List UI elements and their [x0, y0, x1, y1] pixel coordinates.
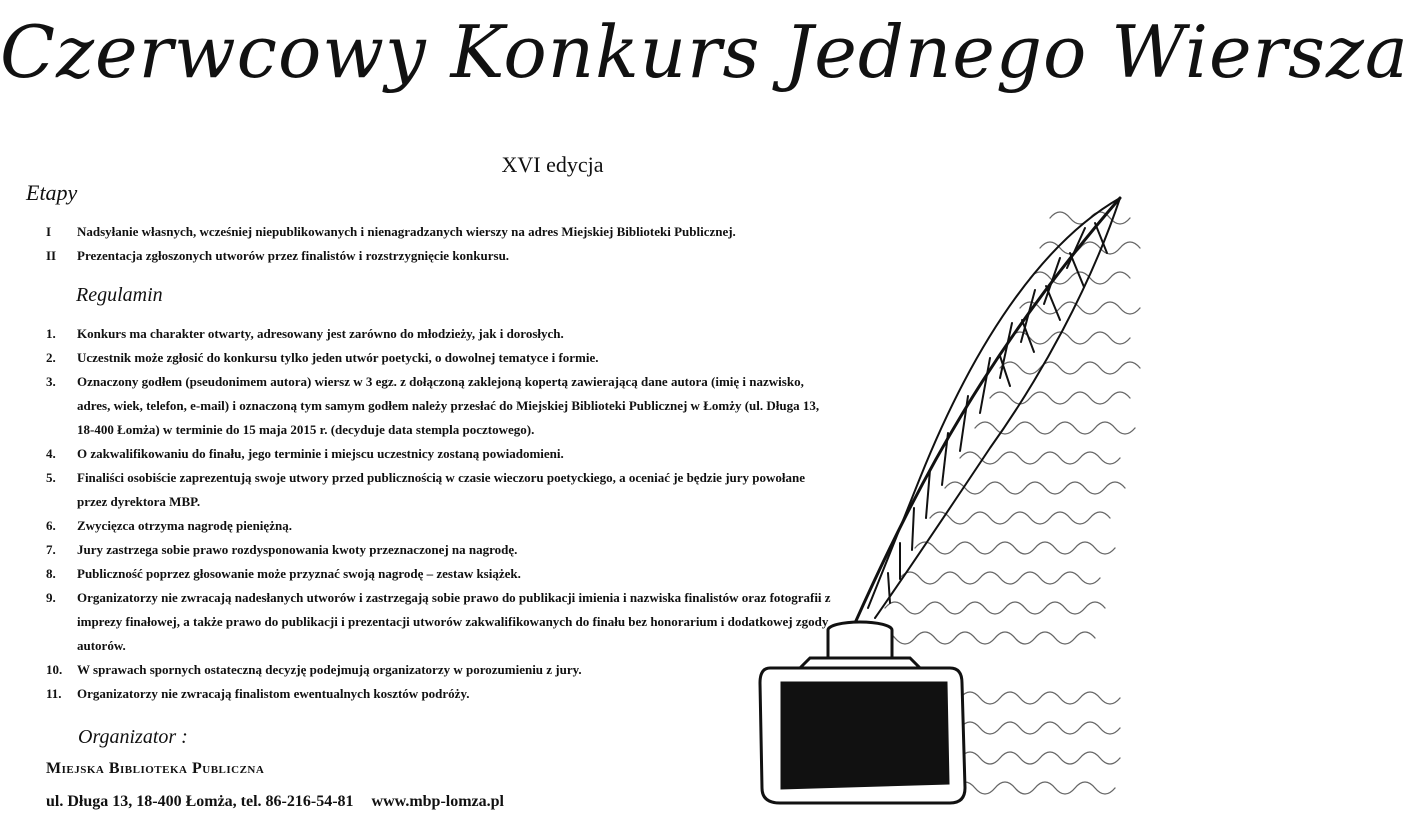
list-item [46, 370, 836, 442]
organizer-heading: Organizator : [78, 726, 188, 748]
item-number: 2. [46, 350, 56, 365]
item-number: 7. [46, 542, 56, 557]
stages-heading: Etapy [26, 180, 78, 205]
item-number: I [46, 224, 52, 239]
rules-heading: Regulamin [76, 284, 163, 306]
item-text: Uczestnik może zgłosić do konkursu tylko jeden utwór poetycki, o dowolnej tematyce i formie. [77, 350, 599, 365]
list-item [46, 442, 836, 466]
item-text: Organizatorzy nie zwracają nadesłanych utworów i zastrzegają sobie prawo do publikacji imienia i nazwiska finalistów oraz fotografii z imprezy finałowej, a także prawo do publikacji i prezentacji utworów zakwalifikowanych do finału bez honorarium i dodatkowej zgody autorów. [77, 590, 831, 653]
item-number: 8. [46, 566, 56, 581]
organizer-website: www.mbp-lomza.pl [371, 793, 504, 810]
item-text: W sprawach spornych ostateczną decyzję podejmują organizatorzy w porozumieniu z jury. [77, 662, 582, 677]
organizer-name: Miejska Biblioteka Publiczna [46, 760, 265, 777]
item-text: Organizatorzy nie zwracają finalistom ewentualnych kosztów podróży. [77, 686, 470, 701]
item-number: 10. [46, 662, 63, 677]
item-number: 6. [46, 518, 56, 533]
item-number: 9. [46, 590, 56, 605]
list-item [46, 220, 736, 244]
item-text: Prezentacja zgłoszonych utworów przez finalistów i rozstrzygnięcie konkursu. [77, 248, 510, 263]
inkwell [760, 622, 965, 803]
list-item [46, 322, 836, 346]
item-text: Oznaczony godłem (pseudonimem autora) wiersz w 3 egz. z dołączoną zaklejoną kopertą zawierającą dane autora (imię i nazwisko, adres, wiek, telefon, e-mail) i oznaczoną tym samym godłem należy przesłać do Miejskiej Biblioteki Publicznej w Łomży (ul. Długa 13, 18-400 Łomża) w terminie do 15 maja 2015 r. (decyduje data stempla pocztowego). [77, 374, 820, 437]
item-text: Zwycięzca otrzyma nagrodę pieniężną. [77, 518, 292, 533]
item-text: Nadsyłanie własnych, wcześniej niepublikowanych i nienagradzanych wierszy na adres Miejskiej Biblioteki Publicznej. [77, 224, 736, 239]
edition-label: XVI edycja [501, 152, 604, 177]
item-text: Finaliści osobiście zaprezentują swoje utwory przed publicznością w czasie wieczoru poetyckiego, a oceniać je będzie jury powołane przez dyrektora MBP. [77, 470, 806, 509]
item-number: 11. [46, 686, 62, 701]
item-number: 3. [46, 374, 56, 389]
quill-feather [855, 198, 1120, 623]
organizer-address: ul. Długa 13, 18-400 Łomża, tel. 86-216-54-81 [46, 793, 354, 810]
item-text: Konkurs ma charakter otwarty, adresowany jest zarówno do młodzieży, jak i dorosłych. [77, 326, 564, 341]
item-number: 5. [46, 470, 56, 485]
list-item [46, 562, 836, 586]
list-item [46, 682, 836, 706]
item-text: Jury zastrzega sobie prawo rozdysponowania kwoty przeznaczonej na nagrodę. [77, 542, 518, 557]
stages-list [46, 220, 736, 268]
list-item [46, 466, 836, 514]
organizer-contact [46, 793, 518, 811]
list-item [46, 244, 736, 268]
list-item [46, 658, 836, 682]
page-title: Czerwcowy Konkurs Jednego Wiersza [0, 10, 1409, 94]
item-text: O zakwalifikowaniu do finału, jego terminie i miejscu uczestnicy zostaną powiadomieni. [77, 446, 564, 461]
rules-list [46, 322, 836, 706]
quill-inkwell-illustration [750, 178, 1145, 828]
item-number: II [46, 248, 57, 263]
list-item [46, 538, 836, 562]
item-number: 4. [46, 446, 56, 461]
item-text: Publiczność poprzez głosowanie może przyznać swoją nagrodę – zestaw książek. [77, 566, 521, 581]
item-number: 1. [46, 326, 56, 341]
list-item [46, 514, 836, 538]
list-item [46, 346, 836, 370]
list-item [46, 586, 836, 658]
